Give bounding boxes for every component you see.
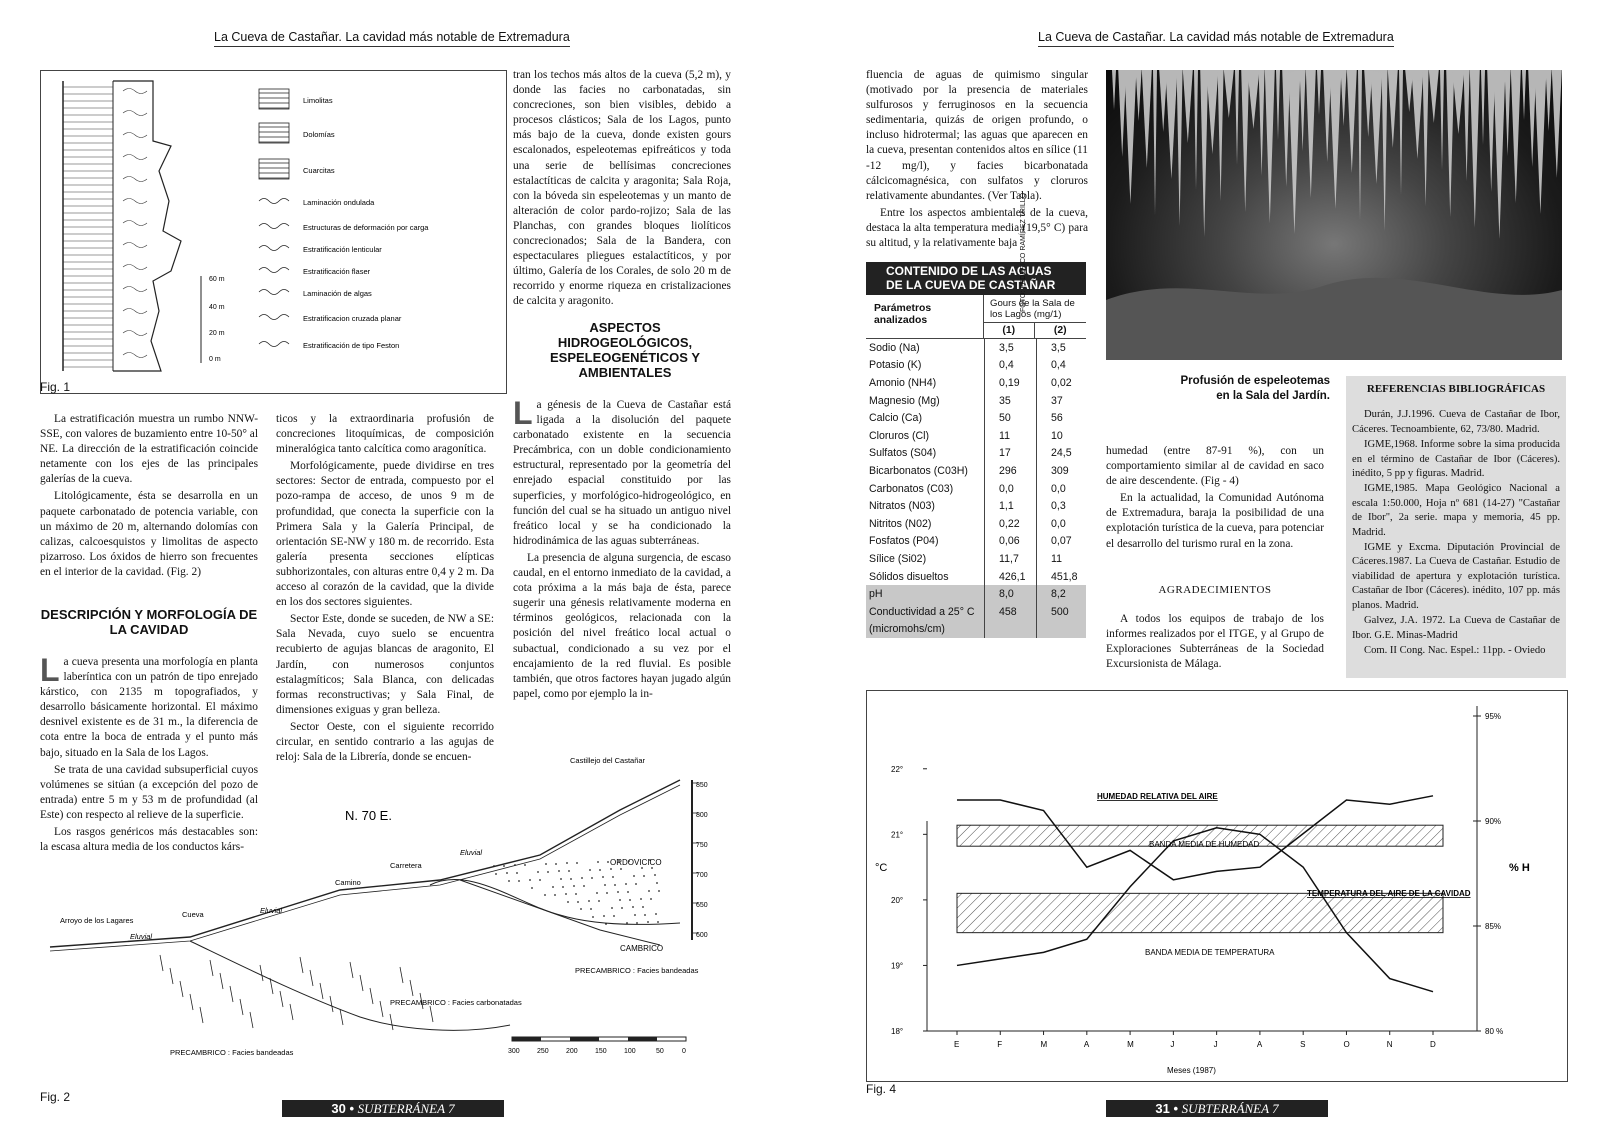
reference-item: IGME y Excma. Diputación Provincial de Cáceres.1987. La Cueva de Castañar. Estudio de viabilidad de apertura y explotación turística. Castañar de Ibor (Cáceres). inédito, 107 pp. más planos. Madrid. bbox=[1352, 542, 1560, 611]
heading-aspectos: ASPECTOS HIDROGEOLÓGICOS, ESPELEOGENÉTICOS Y AMBIENTALES bbox=[549, 320, 701, 380]
fig1-legend-label: Estructuras de deformación por carga bbox=[303, 223, 429, 232]
fig4-hum-tick: 85% bbox=[1485, 922, 1502, 931]
paragraph: Litológicamente, ésta se desarrolla en un paquete carbonatado de potencia variable, con un máximo de 20 m, alternando dolomías con calizas, calcoesquistos y limolitas de aspecto pizarroso. Los óxidos de hierro son frecuentes en el interior de la cavidad. (Fig. 2) bbox=[40, 490, 258, 578]
fig2-camino: Camino bbox=[335, 878, 361, 887]
fig1-legend-label: Estratificacion cruzada planar bbox=[303, 314, 402, 323]
table-row bbox=[866, 409, 1086, 427]
value-cell-1: 296 bbox=[985, 462, 1037, 480]
unit-cell: (micromohs/cm) bbox=[869, 623, 945, 636]
fig2-label: Fig. 2 bbox=[40, 1090, 71, 1104]
param-cell: Nitratos (N03) bbox=[869, 500, 935, 513]
value-cell-2: 37 bbox=[1037, 392, 1087, 410]
table-col2-header: (2) bbox=[1034, 323, 1086, 338]
reference-item: IGME,1985. Mapa Geológico Nacional a escala 1:50.000, Hoja nº 681 (14-27) "Castañar de Ibor", 2a serie. mapa y memoria, 45 pp. Madrid. bbox=[1352, 483, 1560, 538]
reference-item: IGME,1968. Informe sobre la sima producida en el término de Castañar de Ibor (Cáceres). inédito, 5 pp y figuras. Madrid. bbox=[1352, 439, 1560, 480]
fig4-temp-tick: 22° bbox=[891, 764, 904, 774]
fig4-temp-tick: 18° bbox=[891, 1027, 904, 1036]
table-title-line2: DE LA CUEVA DE CASTAÑAR bbox=[886, 278, 1056, 292]
fig4-month-tick: M bbox=[1040, 1040, 1048, 1049]
paragraph: tran los techos más altos de la cueva (5,2 m), y donde las facies no carbonatadas, sin concreciones, son bien visibles, debido a procesos clásticos; Sala de los Lagos, punto más bajo de la cueva, donde existen gours escalonados, espeleotemas epifreáticos y toda una serie de bellísimas concreciones estalactíticas de calcita y aragonita; Sala Roja, con la bóveda sin espeleotemas y un manto de alteración de color pardo-rojizo; Sala de las Planchas, con grandes bloques liolíticos concrecionados; Sala de la Bandera, con espectaculares pliegues estalactíticos, y por último, Galería de los Corales, de solo 20 m de recorrido y enorme riqueza en cristalizaciones de calcita y aragonito. bbox=[513, 69, 731, 308]
paragraph: fluencia de aguas de quimismo singular (motivado por la presencia de materiales sulfurosos y ferruginosos en la secuencia sedimentaria, quizás de origen profundo, o incluso hidrotermal; las aguas que aparecen en la cueva, presentan contenidos altos en sílice (11 -12 mg/l), y facies bicarbonatada cálcicomagnésica, con sulfatos y cloruros relativamente abundantes. (Ver Tabla). bbox=[866, 69, 1088, 202]
cave-photo bbox=[1106, 70, 1562, 360]
paragraph: La presencia de alguna surgencia, de escaso caudal, en el entorno inmediato de la cavidad, a cota próxima a la más baja de ésta, parece sugerir una génesis relativamente moderna en términos geológicos, relacionada con la posición del nivel freático local actual o subactual, condicionado a su vez por el encajamiento de la red fluvial. Es posible también, que otros factores hayan jugado algún papel, como por ejemplo la in- bbox=[513, 551, 731, 700]
page-header-right bbox=[1038, 30, 1394, 47]
param-cell: Sílice (Si02) bbox=[869, 552, 927, 565]
param-cell: Fosfatos (P04) bbox=[869, 535, 939, 548]
paragraph-text: a génesis de la Cueva de Castañar está ligada a la disolución del paquete carbonatado existente en la secuencia Precámbrica, con un doble condicionamiento estructural, representado por la geometría del enrejado espacial constituido por las superficies, y morfológico-hidrogeológico, en función del cual se ha situado un antiguo nivel freático local y se ha condicionado la hidrodinámica de las aguas subterráneas. bbox=[513, 399, 731, 547]
paragraph: En la actualidad, la Comunidad Autónoma de Extremadura, baraja la posibilidad de una explotación turística de la cueva, para potenciar el desarrollo del turismo rural en la zona. bbox=[1106, 492, 1324, 550]
fig4-month-tick: O bbox=[1343, 1040, 1350, 1049]
fig2-scale-300: 300 bbox=[508, 1048, 520, 1055]
param-cell: Potasio (K) bbox=[869, 359, 922, 372]
photo-credit: FOTO: FEDERICO RAMÍREZ TRILLO bbox=[1020, 192, 1027, 312]
param-cell: pH bbox=[869, 588, 883, 601]
fig2-cross-section bbox=[40, 755, 740, 1075]
left-col3-aspectos bbox=[513, 395, 731, 704]
value-cell-2: 0,3 bbox=[1037, 497, 1087, 515]
fig2-elev-650: 650 bbox=[696, 902, 708, 909]
fig4-month-tick: S bbox=[1300, 1040, 1306, 1049]
table-row bbox=[866, 374, 1086, 392]
value-cell-2: 0,0 bbox=[1037, 515, 1087, 533]
fig2-ordovicico: ORDOVICICO bbox=[610, 858, 662, 867]
value-cell-1: 11,7 bbox=[985, 550, 1037, 568]
table-col1-header: (1) bbox=[1002, 325, 1016, 336]
table-group-header: Gours de la Sala de los Lagos (mg/1) bbox=[984, 295, 1086, 323]
fig1-stratigraphic-column bbox=[41, 71, 506, 393]
fig2-elev-600: 600 bbox=[696, 932, 708, 939]
table-row bbox=[866, 550, 1086, 568]
table-row bbox=[866, 357, 1086, 375]
reference-item: Galvez, J.A. 1972. La Cueva de Castañar de Ibor. G.E. Minas-Madrid bbox=[1352, 615, 1560, 641]
paragraph: Los rasgos genéricos más destacables son: la escasa altura media de los conductos kárs- bbox=[40, 826, 258, 854]
paragraph: Sector Este, donde se suceden, de NW a SE: Sala Nevada, cuyo suelo se encuentra recubierto de agujas blancas de aragonito, El Jardín, con numerosos conjuntos estalagmíticos; Sala Blanca, con delicadas formas reconstructivas; y Sala Final, de dimensiones exiguas y gran belleza. bbox=[276, 613, 494, 716]
fig4-month-tick: M bbox=[1127, 1040, 1134, 1049]
fig2-prec-bandeadas-2: PRECAMBRICO : Facies bandeadas bbox=[170, 1048, 294, 1057]
water-table bbox=[866, 262, 1086, 638]
paragraph bbox=[40, 652, 258, 761]
value-cell-1: 0,06 bbox=[985, 533, 1037, 551]
left-page-journal: SUBTERRÁNEA 7 bbox=[357, 1101, 455, 1116]
paragraph: A todos los equipos de trabajo de los informes realizados por el ITGE, y al Grupo de Exploraciones Subterráneas de la Sociedad Excursionista de Málaga. bbox=[1106, 613, 1324, 671]
references-box bbox=[1346, 376, 1566, 678]
fig4-month-tick: A bbox=[1083, 1040, 1090, 1049]
value-cell-1: 426,1 bbox=[985, 568, 1037, 586]
fig2-cambrico: CAMBRICO bbox=[620, 944, 664, 953]
dropcap: L bbox=[40, 652, 60, 688]
fig2-prec-carbonatadas: PRECAMBRICO : Facies carbonatadas bbox=[390, 998, 522, 1007]
value-cell-1: 0,0 bbox=[985, 480, 1037, 498]
fig1-legend-label: Estratificación lenticular bbox=[303, 245, 382, 254]
param-cell: Nitritos (N02) bbox=[869, 517, 932, 530]
dropcap: L bbox=[513, 395, 533, 431]
value-cell-2: 8,2 bbox=[1037, 585, 1087, 603]
fig2-elev-750: 750 bbox=[696, 842, 708, 849]
fig4-month-tick: N bbox=[1386, 1040, 1393, 1049]
fig1-scale-0: 0 m bbox=[209, 356, 221, 363]
fig4-xlabel: Meses (1987) bbox=[1167, 1066, 1216, 1075]
value-cell-2: 10 bbox=[1037, 427, 1087, 445]
param-cell: Bicarbonatos (C03H) bbox=[869, 464, 968, 477]
fig2-scale-0: 0 bbox=[682, 1048, 686, 1055]
fig1-legend-label: Cuarcitas bbox=[303, 166, 335, 175]
param-cell: Sólidos disueltos bbox=[869, 570, 949, 583]
table-row bbox=[866, 480, 1086, 498]
fig4-temp-tick: 19° bbox=[891, 961, 904, 971]
fig4-temp-tick: 20° bbox=[891, 895, 904, 905]
photo-caption bbox=[1150, 374, 1330, 404]
param-cell: Magnesio (Mg) bbox=[869, 394, 940, 407]
left-page-number: 30 bbox=[331, 1101, 346, 1116]
value-cell-2: 0,4 bbox=[1037, 357, 1087, 375]
paragraph-text: a cueva presenta una morfología en planta laberíntica con un patrón de tipo enrejado kárstico, con 2135 m topografiados, y desarrollo básicamente horizontal. El máximo desnivel existente es de 31 m., la diferencia de cota entre la boca de entrada y el punto más bajo, situado en la Sala de los Lagos. bbox=[40, 656, 258, 759]
reference-item: Com. II Cong. Nac. Espel.: 11pp. - Oviedo bbox=[1364, 644, 1546, 656]
fig1-scale-60: 60 m bbox=[209, 276, 225, 283]
photo-caption-line2: en la Sala del Jardín. bbox=[1216, 390, 1330, 402]
paragraph bbox=[513, 395, 731, 549]
value-cell-2: 24,5 bbox=[1037, 445, 1087, 463]
fig2-elev-700: 700 bbox=[696, 872, 708, 879]
value-cell-2: 11 bbox=[1037, 550, 1087, 568]
paragraph: Sector Oeste, con el siguiente recorrido circular, en sentido contrario a las agujas de reloj: Sala de la Librería, donde se encuen- bbox=[276, 720, 494, 764]
value-cell-2: 0,0 bbox=[1037, 480, 1087, 498]
value-cell-1: 0,4 bbox=[985, 357, 1037, 375]
fig2-cueva: Cueva bbox=[182, 910, 204, 919]
fig4-month-tick: A bbox=[1256, 1040, 1263, 1049]
fig4-left-unit: °C bbox=[875, 862, 888, 874]
table-row bbox=[866, 497, 1086, 515]
fig4-temp-label: TEMPERATURA DEL AIRE DE LA CAVIDAD bbox=[1307, 889, 1471, 898]
value-cell-1: 50 bbox=[985, 409, 1037, 427]
fig2-scale-50: 50 bbox=[656, 1048, 664, 1055]
fig1-legend-label: Limolitas bbox=[303, 96, 333, 105]
table-row bbox=[866, 445, 1086, 463]
fig4-hum-tick: 95% bbox=[1485, 712, 1502, 721]
table-row bbox=[866, 533, 1086, 551]
table-title-line1: CONTENIDO DE LAS AGUAS bbox=[886, 264, 1052, 278]
fig4-humidity-label: HUMEDAD RELATIVA DEL AIRE bbox=[1097, 792, 1218, 801]
table-title bbox=[866, 262, 1086, 295]
param-cell: Carbonatos (C03) bbox=[869, 482, 954, 495]
fig4-box bbox=[866, 690, 1568, 1082]
value-cell-2: 0,02 bbox=[1037, 374, 1087, 392]
fig2-scale-150: 150 bbox=[595, 1048, 607, 1055]
fig4-month-tick: J bbox=[1213, 1040, 1218, 1049]
fig1-legend-label: Laminación ondulada bbox=[303, 198, 375, 207]
value-cell-2: 56 bbox=[1037, 409, 1087, 427]
value-cell-1: 0,19 bbox=[985, 374, 1037, 392]
fig4-month-tick: J bbox=[1170, 1040, 1175, 1049]
table-param-header: Parámetros analizados bbox=[874, 303, 932, 326]
heading-descripcion: DESCRIPCIÓN Y MORFOLOGÍA DE LA CAVIDAD bbox=[40, 607, 258, 637]
table-row-shaded bbox=[866, 603, 1086, 621]
fig2-eluvial-2: Eluvial bbox=[260, 906, 283, 915]
param-cell: Calcio (Ca) bbox=[869, 412, 922, 425]
fig4-hum-tick: 80 % bbox=[1485, 1027, 1504, 1036]
value-cell-1: 458 bbox=[985, 603, 1037, 621]
value-cell-1: 17 bbox=[985, 445, 1037, 463]
fig4-temp-band-label: BANDA MEDIA DE TEMPERATURA bbox=[1145, 948, 1275, 957]
value-cell-1: 11 bbox=[985, 427, 1037, 445]
fig4-temp-tick: 21° bbox=[891, 830, 904, 840]
fig4-month-tick: E bbox=[954, 1040, 960, 1049]
table-row bbox=[866, 392, 1086, 410]
table-row bbox=[866, 515, 1086, 533]
fig2-elev-850: 850 bbox=[696, 782, 708, 789]
references-heading: REFERENCIAS BIBLIOGRÁFICAS bbox=[1366, 383, 1546, 395]
paragraph: ticos y la extraordinaria profusión de concreciones litoquímicas, de composición mineralógica tanto calcítica como aragonítica. bbox=[276, 413, 494, 456]
value-cell-2: 0,07 bbox=[1037, 533, 1087, 551]
value-cell-1: 35 bbox=[985, 392, 1037, 410]
fig4-right-unit: % H bbox=[1509, 862, 1530, 874]
fig2-eluvial-1: Eluvial bbox=[130, 932, 153, 941]
value-cell-2: 3,5 bbox=[1037, 339, 1087, 357]
fig1-legend-label: Laminación de algas bbox=[303, 289, 372, 298]
value-cell-1: 3,5 bbox=[985, 339, 1037, 357]
param-cell: Sodio (Na) bbox=[869, 341, 920, 354]
paragraph: La estratificación muestra un rumbo NNW-SSE, con valores de buzamiento entre 10-50° al NE. La dirección de la estratificación coincide netamente con los ejes de las principales galerías de la cueva. bbox=[40, 413, 258, 486]
fig2-carretera: Carretera bbox=[390, 861, 422, 870]
param-cell: Conductividad a 25° C bbox=[869, 605, 975, 618]
value-cell-1: 8,0 bbox=[985, 585, 1037, 603]
fig4-month-tick: F bbox=[997, 1040, 1003, 1049]
value-cell-2: 309 bbox=[1037, 462, 1087, 480]
fig2-scale-200: 200 bbox=[566, 1048, 578, 1055]
value-cell-2: 500 bbox=[1037, 603, 1087, 621]
fig1-scale-20: 20 m bbox=[209, 330, 225, 337]
left-col2 bbox=[276, 412, 494, 767]
agradecimientos bbox=[1106, 612, 1324, 674]
table-body bbox=[866, 339, 1086, 638]
left-col3 bbox=[513, 68, 731, 312]
fig1-legend-label: Dolomías bbox=[303, 130, 335, 139]
right-col1-top bbox=[866, 68, 1088, 253]
heading-agradecimientos: AGRADECIMIENTOS bbox=[1158, 584, 1272, 596]
page-header-left bbox=[214, 30, 570, 47]
value-cell-1: 0,22 bbox=[985, 515, 1037, 533]
table-row bbox=[866, 427, 1086, 445]
value-cell-1: 1,1 bbox=[985, 497, 1037, 515]
fig1-box bbox=[40, 70, 507, 394]
table-row-shaded bbox=[866, 585, 1086, 603]
param-cell: Sulfatos (S04) bbox=[869, 447, 937, 460]
paragraph: Se trata de una cavidad subsuperficial cuyos volúmenes se sitúan (a excepción del pozo de entrada) entre 5 m y 53 m de profundidad (al Este) con respecto al relieve de la superficie. bbox=[40, 763, 258, 821]
table-row bbox=[866, 339, 1086, 357]
fig2-scale-250: 250 bbox=[537, 1048, 549, 1055]
left-col1-intro bbox=[40, 412, 258, 582]
fig2-scale-100: 100 bbox=[624, 1048, 636, 1055]
fig4-month-tick: D bbox=[1430, 1040, 1436, 1049]
header-title: La Cueva de Castañar. La cavidad más notable de Extremadura bbox=[214, 30, 570, 44]
param-cell: Cloruros (Cl) bbox=[869, 429, 930, 442]
fig2-eluvial-3: Eluvial bbox=[460, 848, 483, 857]
value-cell-2: 451,8 bbox=[1037, 568, 1087, 586]
header-title: La Cueva de Castañar. La cavidad más notable de Extremadura bbox=[1038, 30, 1394, 44]
paragraph: Morfológicamente, puede dividirse en tres sectores: Sector de entrada, compuesto por el pozo-rampa de acceso, de unos 9 m de profundidad, que conecta la superficie con la Primera Sala y la Galería Principal, de orientación SE-NW y 180 m. de recorrido. Esta galería presenta secciones elípticas subhorizontales, con alturas entre 0,4 y 2 m. Da acceso al corazón de la cavidad, que la divide en los dos sectores siguientes. bbox=[276, 460, 494, 609]
reference-item: Durán, J.J.1996. Cueva de Castañar de Ibor, Cáceres. Tecnoambiente, 62, 73/80. Madrid. bbox=[1352, 409, 1560, 435]
fig1-legend-label: Estratificación de tipo Feston bbox=[303, 341, 400, 350]
fig4-label: Fig. 4 bbox=[866, 1082, 897, 1096]
fig2-elev-800: 800 bbox=[696, 812, 708, 819]
stalactites-graphic bbox=[1106, 70, 1562, 360]
fig4-hum-tick: 90% bbox=[1485, 817, 1502, 826]
paragraph: humedad (entre 87-91 %), con un comportamiento similar al de cavidad en saco de aire descendente. (Fig - 4) bbox=[1106, 445, 1324, 488]
param-cell: Amonio (NH4) bbox=[869, 376, 937, 389]
photo-caption-line1: Profusión de espeleotemas bbox=[1180, 375, 1330, 387]
fig1-legend-label: Estratificación flaser bbox=[303, 267, 371, 276]
fig2-orientation: N. 70 E. bbox=[345, 808, 392, 823]
table-row bbox=[866, 568, 1086, 586]
right-page-number: 31 bbox=[1155, 1101, 1170, 1116]
paragraph: Entre los aspectos ambientales de la cueva, destaca la alta temperatura media (19,5° C) para su altitud, y la relativamente baja bbox=[866, 206, 1088, 250]
fig2-arroyo: Arroyo de los Lagares bbox=[60, 916, 134, 925]
fig4-band bbox=[957, 893, 1443, 932]
fig1-scale-40: 40 m bbox=[209, 304, 225, 311]
fig2-castillejo: Castillejo del Castañar bbox=[570, 756, 646, 765]
right-page-footer: 31 • SUBTERRÁNEA 7 bbox=[1106, 1100, 1328, 1117]
fig4-humidity-band-label: BANDA MEDIA DE HUMEDAD bbox=[1149, 840, 1260, 849]
fig4-chart bbox=[867, 691, 1567, 1081]
table-row bbox=[866, 462, 1086, 480]
fig2-prec-bandeadas-1: PRECAMBRICO : Facies bandeadas bbox=[575, 966, 699, 975]
left-page-footer: 30 • SUBTERRÁNEA 7 bbox=[282, 1100, 504, 1117]
right-page-journal: SUBTERRÁNEA 7 bbox=[1181, 1101, 1279, 1116]
right-col2 bbox=[1106, 444, 1324, 554]
fig1-label: Fig. 1 bbox=[40, 380, 71, 394]
